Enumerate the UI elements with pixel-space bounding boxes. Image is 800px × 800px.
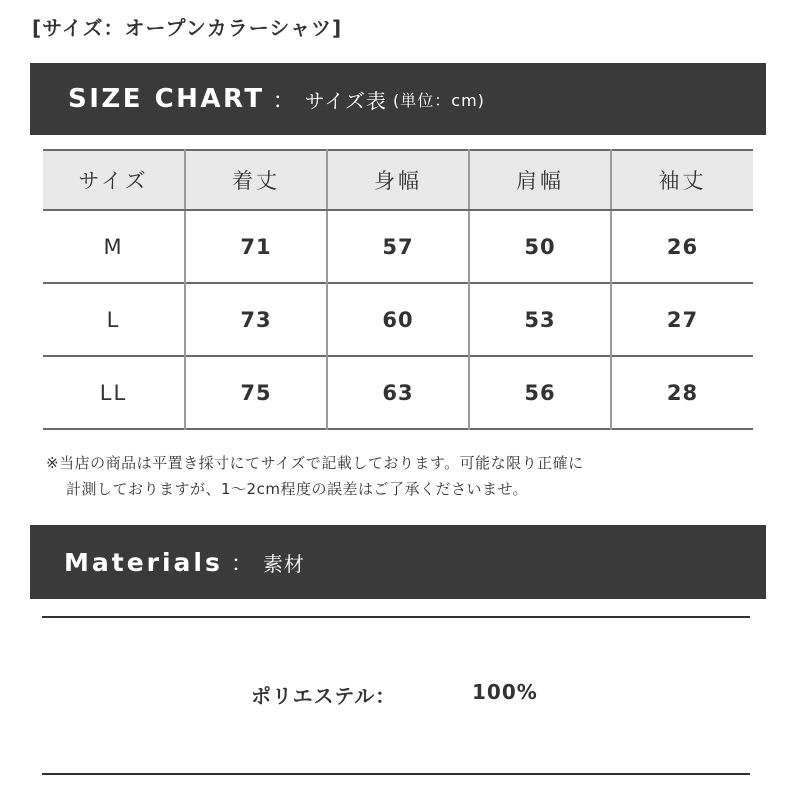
materials-title-ja: 素材 — [262, 551, 305, 576]
width-cell: 63 — [327, 356, 469, 429]
sleeve-cell: 27 — [611, 283, 753, 356]
size-chart-unit: (単位：cm) — [393, 90, 485, 110]
size-cell: L — [43, 283, 185, 356]
sleeve-cell: 28 — [611, 356, 753, 429]
size-chart-title-ja: サイズ表 — [304, 88, 388, 113]
column-header-width: 身幅 — [327, 150, 469, 210]
column-header-size: サイズ — [43, 150, 185, 210]
materials-title-en: Materials — [64, 547, 223, 577]
size-table — [43, 149, 753, 430]
measurement-note — [46, 450, 766, 502]
material-name: ポリエステル： — [251, 684, 397, 708]
width-cell: 60 — [327, 283, 469, 356]
material-percentage: 100% — [472, 680, 538, 704]
length-cell: 75 — [185, 356, 327, 429]
column-header-length: 着丈 — [185, 150, 327, 210]
note-line-1: ※当店の商品は平置き採寸にてサイズで記載しております。可能な限り正確に — [46, 454, 584, 472]
shoulder-cell: 50 — [469, 210, 611, 283]
table-row — [43, 210, 753, 283]
length-cell: 73 — [185, 283, 327, 356]
materials-top-divider — [42, 616, 750, 618]
width-cell: 57 — [327, 210, 469, 283]
table-row — [43, 356, 753, 429]
materials-header — [30, 525, 766, 599]
shoulder-cell: 53 — [469, 283, 611, 356]
materials-separator: ： — [230, 551, 253, 577]
size-cell: M — [43, 210, 185, 283]
shoulder-cell: 56 — [469, 356, 611, 429]
size-cell: LL — [43, 356, 185, 429]
length-cell: 71 — [185, 210, 327, 283]
note-line-2: 計測しておりますが、1〜2cm程度の誤差はご了承くださいませ。 — [66, 480, 528, 498]
sleeve-cell: 26 — [611, 210, 753, 283]
size-chart-separator: ： — [272, 88, 295, 114]
size-chart-header — [30, 63, 766, 135]
table-header-row — [43, 150, 753, 210]
materials-bottom-divider — [42, 773, 750, 775]
table-row — [43, 283, 753, 356]
page-title: [サイズ：オープンカラーシャツ] — [32, 16, 343, 40]
size-chart-title-en: SIZE CHART — [68, 84, 265, 114]
column-header-sleeve: 袖丈 — [611, 150, 753, 210]
column-header-shoulder: 肩幅 — [469, 150, 611, 210]
